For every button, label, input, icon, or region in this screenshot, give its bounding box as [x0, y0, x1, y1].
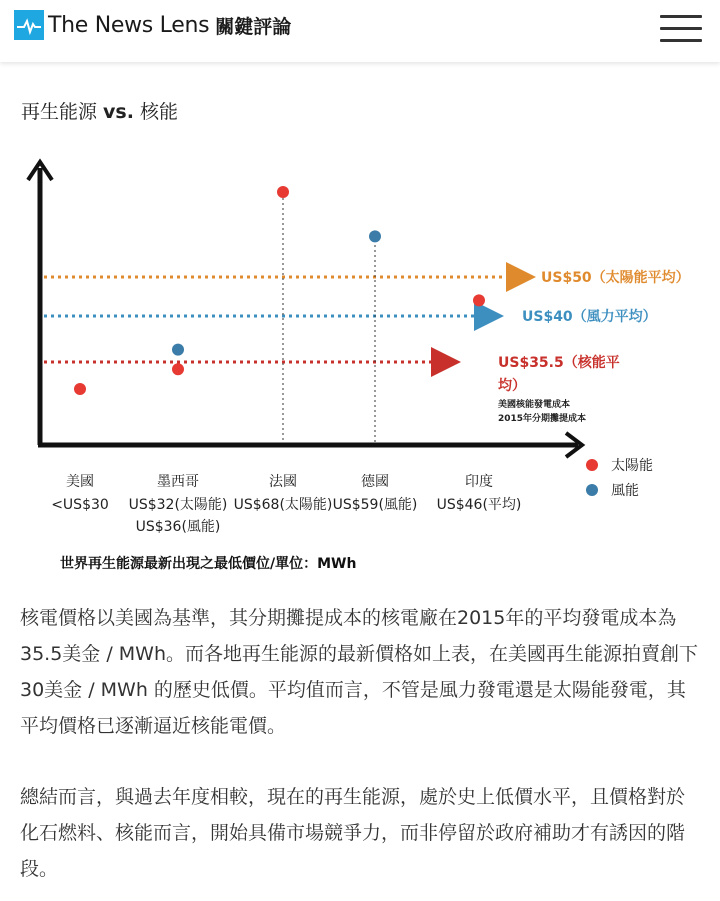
pulse-logo-icon [14, 10, 44, 40]
reference-note: 美國核能發電成本 [498, 400, 571, 410]
legend-label: 風能 [611, 483, 639, 499]
site-logo[interactable] [14, 9, 291, 41]
hamburger-icon[interactable] [660, 15, 702, 43]
reference-label: US$35.5（核能平 [498, 355, 620, 371]
site-header [0, 0, 720, 62]
category-label: 墨西哥 [157, 474, 199, 490]
category-label: 德國 [361, 474, 389, 490]
reference-note: 2015年分期攤提成本 [498, 414, 587, 424]
reference-label: US$50（太陽能平均） [541, 270, 690, 286]
chart-heading [21, 97, 178, 124]
category-value-label: <US$30 [51, 497, 109, 513]
data-point [369, 230, 381, 242]
logo-chinese-text: 關鍵評論 [215, 15, 292, 38]
price-chart [0, 140, 720, 585]
category-value-label: US$32(太陽能) [128, 497, 228, 513]
category-label: 美國 [66, 474, 94, 490]
category-label: 印度 [465, 474, 493, 490]
reference-label-cont: 均） [498, 378, 526, 394]
chart-caption: 世界再生能源最新出現之最低價位/單位：MWh [60, 556, 357, 572]
data-point [473, 294, 485, 306]
chart-heading-part1: 再生能源 [21, 101, 98, 123]
chart-heading-vs: vs. [103, 101, 134, 123]
category-value-label: US$36(風能) [135, 519, 221, 535]
category-value-label: US$59(風能) [332, 497, 418, 513]
category-value-label: US$46(平均) [436, 497, 522, 513]
data-point [277, 186, 289, 198]
reference-label: US$40（風力平均） [522, 309, 657, 325]
legend-label: 太陽能 [611, 458, 653, 474]
data-point [172, 344, 184, 356]
chart-heading-part2: 核能 [139, 101, 178, 123]
data-point [172, 363, 184, 375]
article-paragraph-2: 總結而言，與過去年度相較，現在的再生能源，處於史上低價水平，且價格對於化石燃料、核能而言，開始具備市場競爭力，而非停留於政府補助才有誘因的階段。 [20, 786, 686, 880]
legend-marker [586, 459, 598, 471]
logo-text: The News Lens [48, 12, 210, 38]
category-label: 法國 [269, 474, 297, 490]
category-value-label: US$68(太陽能) [233, 497, 333, 513]
data-point [74, 383, 86, 395]
article-paragraph-1: 核電價格以美國為基準，其分期攤提成本的核電廠在2015年的平均發電成本為35.5美金 / MWh。而各地再生能源的最新價格如上表，在美國再生能源拍賣創下30美金 / MWh 的歷史低價。平均值而言，不管是風力發電還是太陽能發電，其平均價格已逐漸逼近核能電價。 [20, 607, 699, 737]
legend-marker [586, 484, 598, 496]
